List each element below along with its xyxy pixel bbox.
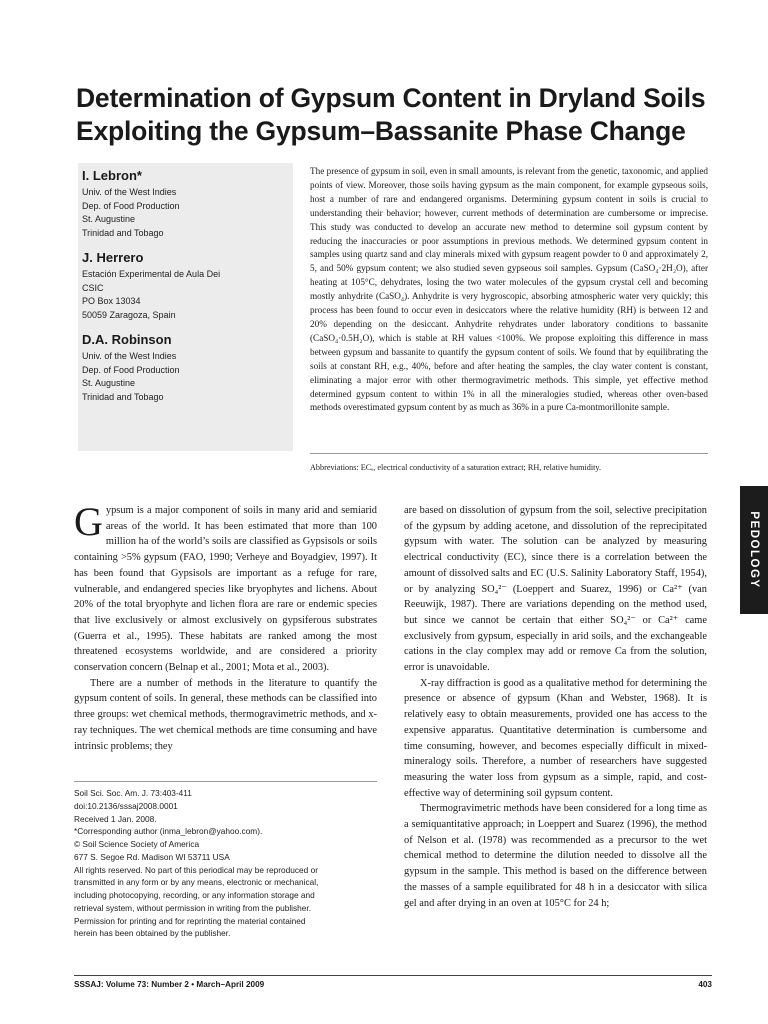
affiliation-line: Univ. of the West Indies [82,351,177,361]
received-line: Received 1 Jan. 2008. [74,813,157,824]
doi-line: doi:10.2136/sssaj2008.0001 [74,800,178,811]
author-name: I. Lebron* [82,168,142,183]
footer-divider [74,975,712,976]
copyright-line: © Soil Science Society of America [74,839,200,849]
affiliation-line: Trinidad and Tobago [82,227,164,238]
body-column-right [404,503,707,911]
drop-cap: G [74,499,103,544]
rights-line: transmitted in any form or by any means, electronic or mechanical, [74,877,319,888]
abstract: The presence of gypsum in soil, even in small amounts, is relevant from the genetic, taxonomic, and applied points of view. Moreover, those soils having gypsum as the main component, for example gypseous soils, host a number of rare and endangered organisms. Determining gypsum content in soils is crucial to understanding their behavior; however, current methods of determination are cumbersome or imprecise. This study was conducted to develop an accurate new method to determine soil gypsum content by reducing the inaccuracies or poor assumptions in previous methods. We determined gypsum content in samples using quartz sand and clay minerals mixed with gypsum reagent powder to 0 and approximately 2, 5, and 50% gypsum content; we also studied seven gypseous soil samples. Gypsum (CaSO₄·2H₂O), after heating at 105°C, dehydrates, losing the two water molecules of the gypsum crystal cell and becoming mostly anhydrite (CaSO₄). Anhydrite is very hygroscopic, absorbing atmospheric water very quickly; this process has been found to occur even in desiccators where the relative humidity (RH) is between 12 and 20% depending on the desiccant. Anhydrite rehydrates under laboratory conditions to bassanite (CaSO₄·0.5H₂O), which is stable at RH values <100%. We propose exploiting this difference in mass between gypsum and bassanite to quantify the gypsum content of soils. We found that by equilibrating the soils at constant RH, e.g., 40%, before and after heating the samples, the clay water content is constant, eliminating a major error with other thermogravimetric methods. This simple, yet effective method determined gypsum content to within 1% in all the mineralogies studied, whereas other oven-based methods overestimated gypsum content by as much as 36% in a pure Ca-montmorillonite sample. [310,166,708,413]
body-paragraph: Thermogravimetric methods have been considered for a long time as a semiquantitative approach; in Loeppert and Suarez (1996), the method of Nelson et al. (1978) was recommended as a precursor to the wet chemical method to determine the dilution needed to dissolve all the gypsum in the sample. This method is based on the difference between the masses of a sample equilibrated for 48 h in a desiccator with silica gel and after drying in an oven at 105°C for 24 h; [404,803,707,909]
author-block [82,249,289,322]
body-paragraph [74,499,377,676]
affiliation-line: St. Augustine [82,214,136,224]
page-number: 403 [698,980,712,989]
author-block [82,331,289,404]
body-paragraph: X-ray diffraction is good as a qualitative method for determining the presence or absence of gypsum (Khan and Webster, 1968). It is relatively easy to obtain measurements, provided one has access to the expensive apparatus. Quantitative determination is cumbersome and time consuming, however, and becomes especially difficult in mixed-mineralogy soils. Therefore, a number of researchers have suggested measuring the water loss from gypsum as a simple, rapid, and cost-effective way of determining soil gypsum content. [404,677,707,799]
corresponding-author-line: *Corresponding author (inma_lebron@yahoo.com). [74,826,263,837]
metadata-divider [74,781,377,782]
rights-line: All rights reserved. No part of this periodical may be reproduced or [74,864,318,875]
affiliation-line: Trinidad and Tobago [82,391,164,402]
author-block [82,167,289,240]
address-line: 677 S. Segoe Rd. Madison WI 53711 USA [74,851,230,862]
affiliation-line: Dep. of Food Production [82,364,180,375]
rights-line: retrieval system, without permission in writing from the publisher. [74,902,312,913]
paragraph-text: ypsum is a major component of soils in many arid and semiarid areas of the world. It has been estimated that more than 100 million ha of the world’s soils are classified as Gypsisols or soils containing >5% gypsum (FAO, 1990; Verheye and Boyadgiev, 1997). It has been found that Gypsisols are important as a refuge for rare, vulnerable, and endangered species like bryophytes and lichens. About 20% of the total bryophyte and lichen flora are rare or endemic species that live exclusively or almost exclusively on gypsiferous substrates (Guerra et al., 1995). These habitats are ranked among the most threatened ecosystems worldwide, and are considered a priority conservation concern (Belnap et al., 2001; Mota et al., 2003). [74,505,377,674]
section-label: PEDOLOGY [748,511,760,589]
affiliation-line: Estación Experimental de Aula Dei [82,269,221,279]
article-metadata [74,787,377,940]
author-name: J. Herrero [82,250,144,265]
author-affiliations-box [78,163,293,451]
affiliation-line: 50059 Zaragoza, Spain [82,309,176,320]
citation-line: Soil Sci. Soc. Am. J. 73:403-411 [74,788,192,798]
rights-line: Permission for printing and for reprinting the material contained [74,915,306,926]
affiliation-line: PO Box 13034 [82,296,141,306]
rights-line: including photocopying, recording, or any information storage and [74,890,315,900]
body-paragraph: There are a number of methods in the literature to quantify the gypsum content of soils. In general, these methods can be classified into three groups: wet chemical methods, thermogravimetric methods, and x-ray techniques. The wet chemical methods are time consuming and have intrinsic problems; they [74,677,377,752]
abbreviations-note: Abbreviations: ECₑ, electrical conductivity of a saturation extract; RH, relative humidity. [310,463,601,472]
section-side-tab [740,486,768,614]
rights-line: herein has been obtained by the publisher. [74,928,231,939]
abbreviations-divider [310,453,708,454]
body-column-left [74,499,377,754]
affiliation-line: Dep. of Food Production [82,200,180,211]
affiliation-line: St. Augustine [82,378,136,388]
body-paragraph: are based on dissolution of gypsum from the soil, selective precipitation of the gypsum by adding acetone, and dissolution of the reprecipitated gypsum with water. The solution can be analyzed by measuring electrical conductivity (EC), since there is a correlation between the amount of dissolved salts and EC (U.S. Salinity Laboratory Staff, 1954), or by analyzing SO₄²⁻ (Loeppert and Suarez, 1996) or Ca²⁺ (van Reeuwijk, 1987). There are variations depending on the method used, but since we cannot be certain that either SO₄²⁻ or Ca²⁺ came exclusively from gypsum, especially in arid soils, and the exchangeable cations in the clay complex may add or remove Ca from the solution, error is unavoidable. [404,505,707,674]
affiliation-line: Univ. of the West Indies [82,187,177,197]
author-name: D.A. Robinson [82,332,172,347]
journal-footer: SSSAJ: Volume 73: Number 2 • March–April 2009 [74,980,265,989]
affiliation-line: CSIC [82,282,104,293]
article-title: Determination of Gypsum Content in Dryland Soils Exploiting the Gypsum–Bassanite Phase Change [76,83,706,146]
